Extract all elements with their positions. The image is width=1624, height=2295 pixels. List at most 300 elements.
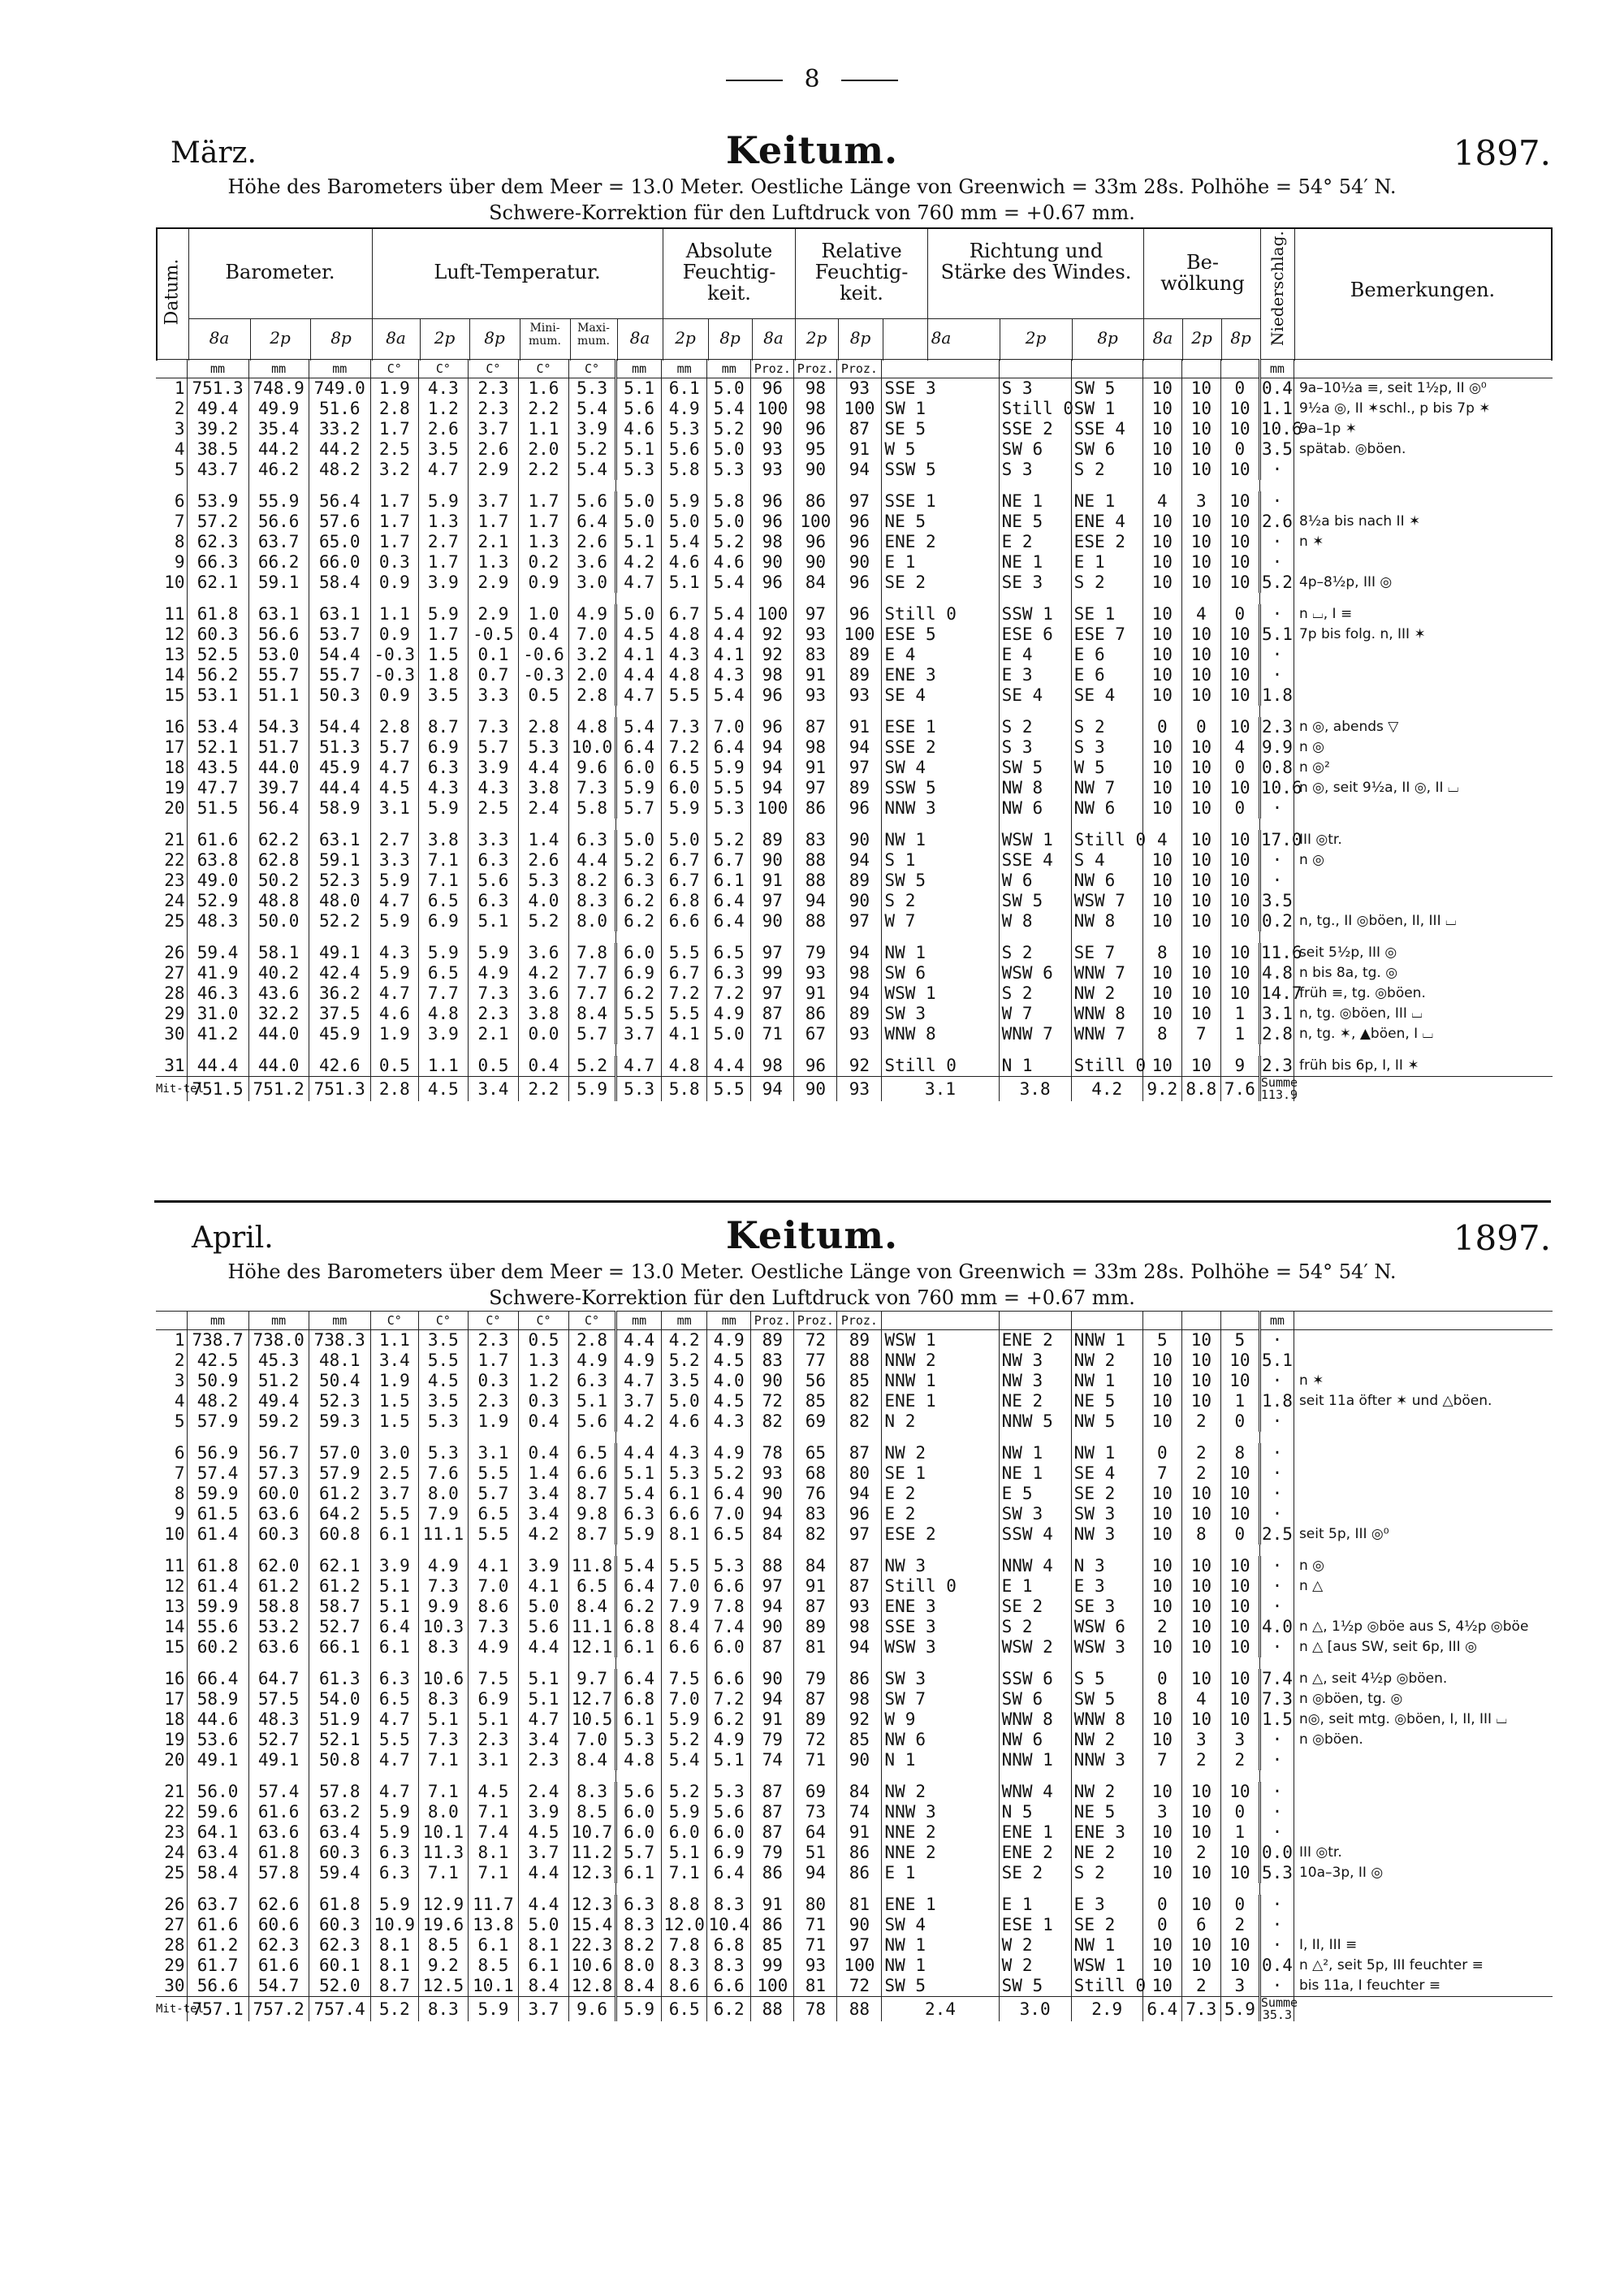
temp-8p-cell: 3.1	[468, 1750, 518, 1770]
baro-8p-cell: 50.4	[309, 1371, 370, 1391]
baro-8a-cell: 43.7	[187, 460, 248, 480]
table-row	[156, 1411, 1553, 1432]
temp-max-cell: 11.1	[569, 1617, 616, 1637]
abshum-8p-cell: 4.0	[707, 1371, 751, 1391]
baro-2p-cell: 35.4	[248, 419, 309, 439]
abshum-8p-cell: 5.0	[707, 439, 751, 460]
remark-cell: n, tg. ✶, ▲böen, I ⌴	[1294, 1024, 1553, 1044]
temp-max-cell: 12.3	[569, 1895, 616, 1915]
cloud-8p-cell: 10	[1220, 552, 1259, 573]
cloud-2p-cell: 10	[1181, 758, 1220, 778]
relhum-2p-cell: 94	[794, 891, 837, 911]
baro-2p-cell: 64.7	[248, 1669, 309, 1689]
abshum-2p-cell: 5.9	[662, 1802, 707, 1822]
abshum-8a-cell: 4.4	[616, 1443, 662, 1463]
temp-min-cell: 0.2	[518, 552, 568, 573]
wind-8a-cell: ENE 3	[882, 1597, 999, 1617]
relhum-8a-cell: 72	[751, 1391, 794, 1411]
abshum-8p-cell: 5.8	[707, 491, 751, 512]
precip-cell: 1.8	[1259, 1391, 1294, 1411]
temp-8a-cell: 4.7	[370, 1782, 418, 1802]
wind-2p-cell: SE 2	[999, 1597, 1071, 1617]
baro-2p-cell: 63.6	[248, 1504, 309, 1524]
abshum-2p-cell: 4.8	[662, 1056, 707, 1077]
baro-8p-cell: 33.2	[309, 419, 370, 439]
day-cell: 13	[164, 645, 185, 664]
temp-max-cell: 2.0	[569, 665, 616, 685]
table-row	[156, 717, 1553, 737]
temp-8p-cell: 5.7	[468, 737, 518, 758]
wind-8p-cell: SW 1	[1071, 399, 1142, 419]
relhum-8p-cell: 90	[837, 552, 882, 573]
table-row	[156, 1750, 1553, 1770]
baro-8p-cell: 52.2	[309, 911, 370, 931]
abshum-8a-cell: 4.7	[616, 685, 662, 706]
temp-max-cell: 7.0	[569, 625, 616, 645]
remark-cell	[1294, 460, 1553, 480]
day-cell: 22	[164, 850, 185, 870]
temp-min-cell: 3.8	[518, 1004, 568, 1024]
temp-8p-cell: 2.3	[468, 378, 518, 400]
relhum-2p-cell: 67	[794, 1024, 837, 1044]
table-row	[156, 1463, 1553, 1484]
abshum-8a-cell: 6.3	[616, 1504, 662, 1524]
temp-max-cell: 9.7	[569, 1669, 616, 1689]
remark-cell	[1294, 1463, 1553, 1484]
cloud-8a-cell: 10	[1142, 645, 1181, 665]
day-cell: 26	[164, 943, 185, 962]
precip-cell: ·	[1259, 665, 1294, 685]
wind-2p-cell: W 6	[999, 871, 1071, 891]
baro-2p-cell: 58.8	[248, 1597, 309, 1617]
relhum-8p-cell: 87	[837, 1443, 882, 1463]
day-cell: 18	[164, 758, 185, 777]
abshum-8a-cell: 4.9	[616, 1351, 662, 1371]
cloud-8p-cell: 9	[1220, 1056, 1259, 1077]
relhum-8a-cell: 96	[751, 491, 794, 512]
abshum-8a-cell: 4.5	[616, 625, 662, 645]
abshum-2p-cell: 7.0	[662, 1576, 707, 1597]
temp-8a-cell: 3.2	[370, 460, 418, 480]
cloud-8a-cell: 10	[1142, 1391, 1181, 1411]
temp-max-cell: 12.1	[569, 1637, 616, 1658]
wind-2p-cell: WNW 7	[999, 1024, 1071, 1044]
relhum-8p-cell: 93	[837, 685, 882, 706]
baro-2p-cell: 62.2	[248, 830, 309, 850]
temp-8p-cell: 8.6	[468, 1597, 518, 1617]
abshum-2p-cell: 8.1	[662, 1524, 707, 1545]
temp-2p-cell: 8.0	[418, 1484, 468, 1504]
baro-8a-cell: 49.4	[187, 399, 248, 419]
temp-2p-cell: 1.2	[418, 399, 468, 419]
baro-2p-cell: 57.3	[248, 1463, 309, 1484]
relhum-8p-cell: 96	[837, 798, 882, 819]
temp-2p-cell: 10.6	[418, 1669, 468, 1689]
temp-8a-cell: 5.7	[370, 737, 418, 758]
relhum-8a-cell: 99	[751, 1956, 794, 1976]
wind-2p-cell: S 3	[999, 460, 1071, 480]
temp-min-cell: 1.0	[518, 604, 568, 625]
temp-min-cell: 4.7	[518, 1709, 568, 1730]
precip-cell: ·	[1259, 1750, 1294, 1770]
station-title: Keitum.	[725, 1213, 899, 1257]
temp-2p-cell: 3.5	[418, 1330, 468, 1351]
baro-2p-cell: 32.2	[248, 1004, 309, 1024]
temp-2p-cell: 5.5	[418, 1351, 468, 1371]
abshum-2p-cell: 4.2	[662, 1330, 707, 1351]
table-row	[156, 983, 1553, 1004]
relhum-8p-cell: 90	[837, 830, 882, 850]
table-row	[156, 1617, 1553, 1637]
wind-2p-cell: SW 5	[999, 758, 1071, 778]
temp-max-cell: 6.5	[569, 1576, 616, 1597]
abshum-2p-cell: 8.4	[662, 1617, 707, 1637]
mittel-cell: 5.8	[662, 1077, 707, 1102]
group-gap	[156, 819, 1553, 830]
mittel-cell: 8.3	[418, 1997, 468, 2022]
day-cell: 30	[164, 1024, 185, 1044]
cloud-8p-cell: 10	[1220, 830, 1259, 850]
relhum-8a-cell: 96	[751, 573, 794, 593]
precip-cell: ·	[1259, 1597, 1294, 1617]
abshum-8a-cell: 6.3	[616, 871, 662, 891]
mittel-cell: 2.9	[1071, 1997, 1142, 2022]
wind-8a-cell: W 7	[882, 911, 999, 931]
day-cell: 25	[164, 911, 185, 931]
cloud-8p-cell: 0	[1220, 1895, 1259, 1915]
mittel-cell: 3.8	[999, 1077, 1071, 1102]
cloud-8a-cell: 10	[1142, 1524, 1181, 1545]
table-row	[156, 798, 1553, 819]
precip-cell: ·	[1259, 1556, 1294, 1576]
precip-cell: 0.4	[1259, 1956, 1294, 1976]
abshum-8p-cell: 5.0	[707, 378, 751, 400]
relhum-8p-cell: 98	[837, 1689, 882, 1709]
temp-8a-cell: 4.7	[370, 1750, 418, 1770]
temp-max-cell: 6.4	[569, 512, 616, 532]
remark-cell: n ◎, seit 9½a, II ◎, II ⌴	[1294, 778, 1553, 798]
temp-2p-cell: 12.9	[418, 1895, 468, 1915]
cloud-2p-cell: 3	[1181, 491, 1220, 512]
mittel-cell: 7.3	[1181, 1997, 1220, 2022]
wind-8a-cell: NNW 2	[882, 1351, 999, 1371]
abshum-8p-cell: 8.3	[707, 1956, 751, 1976]
wind-8p-cell: S 3	[1071, 737, 1142, 758]
temp-8a-cell: 6.3	[370, 1669, 418, 1689]
wind-2p-cell: WNW 4	[999, 1782, 1071, 1802]
wind-2p-cell: NW 1	[999, 1443, 1071, 1463]
temp-max-cell: 5.6	[569, 491, 616, 512]
abshum-2p-cell: 6.1	[662, 1484, 707, 1504]
baro-8a-cell: 61.8	[187, 1556, 248, 1576]
remark-cell: n ✶	[1294, 1371, 1553, 1391]
table-row	[156, 1863, 1553, 1883]
cloud-8a-cell: 3	[1142, 1802, 1181, 1822]
temp-min-cell: -0.6	[518, 645, 568, 665]
abshum-2p-cell: 4.1	[662, 1024, 707, 1044]
temp-8a-cell: 3.4	[370, 1351, 418, 1371]
wind-8a-cell: E 1	[882, 1863, 999, 1883]
temp-min-cell: 3.9	[518, 1556, 568, 1576]
table-row	[156, 737, 1553, 758]
wind-2p-cell: NE 1	[999, 491, 1071, 512]
relhum-8p-cell: 94	[837, 1637, 882, 1658]
mittel-cell: 5.2	[370, 1997, 418, 2022]
baro-8p-cell: 52.1	[309, 1730, 370, 1750]
relhum-2p-cell: 82	[794, 1524, 837, 1545]
temp-min-cell: 0.0	[518, 1024, 568, 1044]
cloud-8p-cell: 10	[1220, 963, 1259, 983]
wind-8a-cell: WSW 3	[882, 1637, 999, 1658]
cloud-8p-cell: 0	[1220, 1524, 1259, 1545]
baro-8a-cell: 62.3	[187, 532, 248, 552]
wind-2p-cell: E 5	[999, 1484, 1071, 1504]
temp-max-cell: 12.3	[569, 1863, 616, 1883]
precip-cell: ·	[1259, 1484, 1294, 1504]
sub-2p: 2p	[434, 328, 456, 348]
relhum-2p-cell: 85	[794, 1391, 837, 1411]
relhum-8p-cell: 86	[837, 1863, 882, 1883]
wind-8a-cell: Still 0	[882, 1576, 999, 1597]
relhum-2p-cell: 71	[794, 1750, 837, 1770]
temp-min-cell: 5.1	[518, 1689, 568, 1709]
unit-cell: C°	[468, 360, 518, 378]
abshum-8p-cell: 5.3	[707, 1782, 751, 1802]
precip-cell: 0.4	[1259, 378, 1294, 400]
abshum-8a-cell: 8.0	[616, 1956, 662, 1976]
temp-min-cell: 2.3	[518, 1750, 568, 1770]
cloud-2p-cell: 10	[1181, 983, 1220, 1004]
baro-8a-cell: 57.4	[187, 1463, 248, 1484]
temp-max-cell: 5.7	[569, 1024, 616, 1044]
wind-8a-cell: SW 5	[882, 871, 999, 891]
baro-8p-cell: 59.3	[309, 1411, 370, 1432]
abshum-8a-cell: 5.1	[616, 532, 662, 552]
mittel-cell: 2.4	[882, 1997, 999, 2022]
temp-max-cell: 5.6	[569, 1411, 616, 1432]
temp-max-cell: 5.4	[569, 460, 616, 480]
mittel-cell: 94	[751, 1077, 794, 1102]
relhum-2p-cell: 91	[794, 1576, 837, 1597]
abshum-8p-cell: 6.4	[707, 891, 751, 911]
unit-cell: C°	[370, 1312, 418, 1330]
cloud-8p-cell: 1	[1220, 1391, 1259, 1411]
wind-2p-cell: ENE 2	[999, 1330, 1071, 1351]
abshum-2p-cell: 5.3	[662, 1463, 707, 1484]
abshum-8p-cell: 4.9	[707, 1730, 751, 1750]
cloud-8a-cell: 10	[1142, 1822, 1181, 1843]
relhum-8a-cell: 94	[751, 1504, 794, 1524]
abshum-8p-cell: 4.9	[707, 1443, 751, 1463]
wind-8p-cell: NW 8	[1071, 911, 1142, 931]
cloud-8a-cell: 10	[1142, 512, 1181, 532]
temp-min-cell: 3.7	[518, 1843, 568, 1863]
temp-8a-cell: 6.4	[370, 1617, 418, 1637]
abshum-8p-cell: 5.3	[707, 460, 751, 480]
wind-2p-cell: SW 5	[999, 891, 1071, 911]
temp-8p-cell: 7.1	[468, 1802, 518, 1822]
abshum-8p-cell: 4.6	[707, 552, 751, 573]
sub-max: Maxi-mum.	[577, 322, 611, 348]
temp-8a-cell: 0.9	[370, 685, 418, 706]
wind-8p-cell: E 3	[1071, 1576, 1142, 1597]
abshum-2p-cell: 5.1	[662, 1843, 707, 1863]
wind-8p-cell: SE 7	[1071, 943, 1142, 963]
temp-min-cell: 2.0	[518, 439, 568, 460]
relhum-8a-cell: 79	[751, 1730, 794, 1750]
day-cell: 8	[174, 532, 185, 551]
baro-2p-cell: 51.1	[248, 685, 309, 706]
precip-cell: ·	[1259, 1802, 1294, 1822]
abshum-8p-cell: 6.0	[707, 1822, 751, 1843]
group-gap	[156, 931, 1553, 943]
abshum-8p-cell: 5.3	[707, 798, 751, 819]
baro-8p-cell: 63.1	[309, 604, 370, 625]
relhum-8p-cell: 92	[837, 1056, 882, 1077]
remark-cell: 9½a ◎, II ✶schl., p bis 7p ✶	[1294, 399, 1553, 419]
baro-2p-cell: 48.8	[248, 891, 309, 911]
unit-cell: Proz.	[837, 360, 882, 378]
day-cell: 1	[174, 378, 185, 398]
day-cell: 27	[164, 963, 185, 983]
relhum-8a-cell: 71	[751, 1024, 794, 1044]
day-cell: 19	[164, 778, 185, 797]
relhum-2p-cell: 77	[794, 1351, 837, 1371]
abshum-2p-cell: 6.5	[662, 758, 707, 778]
cloud-2p-cell: 10	[1181, 850, 1220, 871]
cloud-8a-cell: 10	[1142, 737, 1181, 758]
baro-2p-cell: 62.6	[248, 1895, 309, 1915]
relhum-8a-cell: 96	[751, 512, 794, 532]
temp-max-cell: 22.3	[569, 1935, 616, 1956]
temp-2p-cell: 4.3	[418, 778, 468, 798]
cloud-8a-cell: 10	[1142, 1411, 1181, 1432]
abshum-8a-cell: 5.7	[616, 798, 662, 819]
relhum-8a-cell: 87	[751, 1822, 794, 1843]
temp-max-cell: 5.4	[569, 399, 616, 419]
relhum-8p-cell: 100	[837, 625, 882, 645]
baro-8p-cell: 62.3	[309, 1935, 370, 1956]
baro-8p-cell: 65.0	[309, 532, 370, 552]
abshum-8p-cell: 5.4	[707, 604, 751, 625]
temp-2p-cell: 1.5	[418, 645, 468, 665]
temp-min-cell: 3.8	[518, 778, 568, 798]
table-row	[156, 532, 1553, 552]
relhum-2p-cell: 79	[794, 1669, 837, 1689]
temp-8a-cell: 1.7	[370, 491, 418, 512]
relhum-2p-cell: 96	[794, 532, 837, 552]
abshum-8a-cell: 5.0	[616, 830, 662, 850]
temp-8a-cell: 8.1	[370, 1956, 418, 1976]
day-cell: 26	[164, 1895, 185, 1914]
mittel-cell: 4.2	[1071, 1077, 1142, 1102]
wind-2p-cell: SSW 6	[999, 1669, 1071, 1689]
day-cell: 2	[174, 1351, 185, 1370]
abshum-2p-cell: 6.8	[662, 891, 707, 911]
temp-2p-cell: 9.2	[418, 1956, 468, 1976]
abshum-2p-cell: 7.3	[662, 717, 707, 737]
cloud-8p-cell: 10	[1220, 419, 1259, 439]
cloud-2p-cell: 0	[1181, 717, 1220, 737]
relhum-8p-cell: 82	[837, 1391, 882, 1411]
table-row	[156, 1597, 1553, 1617]
temp-max-cell: 6.5	[569, 1443, 616, 1463]
temp-2p-cell: 5.9	[418, 604, 468, 625]
temp-2p-cell: 1.7	[418, 552, 468, 573]
wind-8p-cell: Still 0	[1071, 1056, 1142, 1077]
relhum-8p-cell: 94	[837, 850, 882, 871]
cloud-2p-cell: 7	[1181, 1024, 1220, 1044]
relhum-8p-cell: 93	[837, 1024, 882, 1044]
wind-8p-cell: SE 2	[1071, 1915, 1142, 1935]
temp-8p-cell: 5.5	[468, 1524, 518, 1545]
temp-8p-cell: 5.6	[468, 871, 518, 891]
relhum-2p-cell: 86	[794, 798, 837, 819]
table-row	[156, 419, 1553, 439]
remark-cell	[1294, 891, 1553, 911]
relhum-8a-cell: 89	[751, 1330, 794, 1351]
cloud-8p-cell: 0	[1220, 439, 1259, 460]
precip-cell: ·	[1259, 1371, 1294, 1391]
remark-cell: I, II, III ≡	[1294, 1935, 1553, 1956]
abshum-2p-cell: 8.8	[662, 1895, 707, 1915]
month-title: März.	[171, 136, 257, 170]
relhum-2p-cell: 83	[794, 830, 837, 850]
precip-cell: ·	[1259, 532, 1294, 552]
temp-2p-cell: 5.3	[418, 1443, 468, 1463]
sub-8p: 8p	[484, 328, 505, 348]
wind-8a-cell: SE 4	[882, 685, 999, 706]
temp-2p-cell: 8.5	[418, 1935, 468, 1956]
wind-8a-cell: ESE 1	[882, 717, 999, 737]
temp-max-cell: 9.6	[569, 758, 616, 778]
table-row	[156, 911, 1553, 931]
abshum-2p-cell: 5.9	[662, 798, 707, 819]
temp-8a-cell: 8.1	[370, 1935, 418, 1956]
mittel-cell: 757.1	[187, 1997, 248, 2022]
temp-8p-cell: 6.9	[468, 1689, 518, 1709]
baro-8a-cell: 61.8	[187, 604, 248, 625]
temp-8p-cell: 4.3	[468, 778, 518, 798]
precip-cell: ·	[1259, 1935, 1294, 1956]
baro-8p-cell: 49.1	[309, 943, 370, 963]
baro-2p-cell: 62.0	[248, 1556, 309, 1576]
relhum-8p-cell: 90	[837, 1915, 882, 1935]
mittel-cell: 9.2	[1142, 1077, 1181, 1102]
table-row	[156, 460, 1553, 480]
temp-2p-cell: 3.5	[418, 1391, 468, 1411]
relhum-2p-cell: 86	[794, 1004, 837, 1024]
temp-8p-cell: 0.7	[468, 665, 518, 685]
cloud-8p-cell: 10	[1220, 1504, 1259, 1524]
baro-8a-cell: 41.9	[187, 963, 248, 983]
remark-cell	[1294, 645, 1553, 665]
sub-2p: 2p	[1191, 328, 1212, 348]
relhum-2p-cell: 93	[794, 1956, 837, 1976]
sub-min: Mini-mum.	[528, 322, 562, 348]
precip-cell: 1.1	[1259, 399, 1294, 419]
baro-8p-cell: 61.2	[309, 1576, 370, 1597]
unit-cell: mm	[662, 1312, 707, 1330]
abshum-8a-cell: 6.2	[616, 911, 662, 931]
remark-cell: 7p bis folg. n, III ✶	[1294, 625, 1553, 645]
temp-2p-cell: 5.3	[418, 1411, 468, 1432]
abshum-2p-cell: 6.7	[662, 850, 707, 871]
abshum-8p-cell: 6.4	[707, 1863, 751, 1883]
unit-cell: C°	[518, 1312, 568, 1330]
relhum-2p-cell: 90	[794, 460, 837, 480]
table-row	[156, 758, 1553, 778]
